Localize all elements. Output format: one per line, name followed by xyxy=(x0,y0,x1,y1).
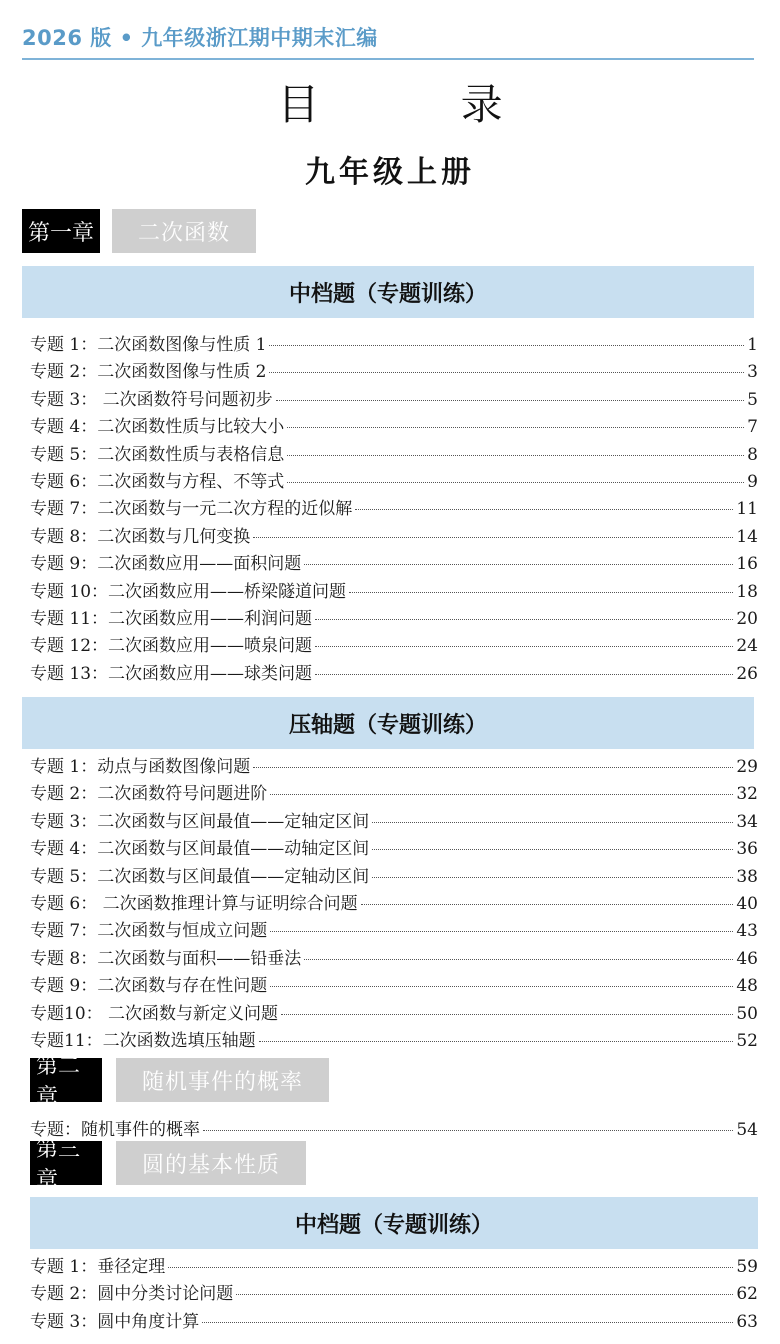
toc-entry-page: 3 xyxy=(747,362,758,383)
header-rule xyxy=(22,58,754,60)
toc-entry-label: 专题：随机事件的概率 xyxy=(30,1120,200,1140)
toc-entry[interactable] xyxy=(30,604,758,631)
toc-entry-label: 专题 4：二次函数与区间最值——动轴定区间 xyxy=(30,839,370,860)
toc-entry-page: 5 xyxy=(747,389,758,410)
chapter-name: 二次函数 xyxy=(112,209,256,253)
dot-leader xyxy=(202,1322,733,1323)
toc-entry-label: 专题 8：二次函数与几何变换 xyxy=(30,526,251,547)
toc-entry-label: 专题 12：二次函数应用——喷泉问题 xyxy=(30,636,313,657)
toc-entry[interactable] xyxy=(30,779,758,806)
toc-entry-label: 专题 10：二次函数应用——桥梁隧道问题 xyxy=(30,581,347,602)
section-heading: 中档题（专题训练） xyxy=(22,266,754,318)
toc-entry-page: 11 xyxy=(736,499,758,520)
toc-entry-page: 40 xyxy=(736,893,758,914)
toc-entry-page: 54 xyxy=(736,1120,758,1140)
toc-entry[interactable] xyxy=(30,834,758,861)
toc-entry-label: 专题 3： 二次函数符号问题初步 xyxy=(30,389,273,410)
dot-leader xyxy=(315,619,733,620)
dot-leader xyxy=(269,372,744,373)
toc-list xyxy=(30,752,758,1053)
toc-entry-page: 63 xyxy=(736,1311,758,1332)
toc-entry-label: 专题 5：二次函数与区间最值——定轴动区间 xyxy=(30,866,370,887)
dot-leader xyxy=(372,849,733,850)
toc-entry-page: 62 xyxy=(736,1284,758,1305)
toc-entry-label: 专题 1：垂径定理 xyxy=(30,1257,166,1277)
dot-leader xyxy=(270,931,733,932)
toc-entry[interactable] xyxy=(30,807,758,834)
toc-entry-label: 专题 1：二次函数图像与性质 1 xyxy=(30,335,267,355)
toc-entry[interactable] xyxy=(30,385,758,412)
dot-leader xyxy=(304,564,733,565)
toc-entry-page: 36 xyxy=(736,839,758,860)
toc-entry[interactable] xyxy=(30,1279,758,1306)
toc-entry[interactable] xyxy=(30,1252,758,1279)
toc-entry-label: 专题 4：二次函数性质与比较大小 xyxy=(30,417,285,438)
chapter-number: 第三章 xyxy=(30,1141,102,1185)
toc-entry-page: 34 xyxy=(736,811,758,832)
toc-entry-page: 14 xyxy=(736,526,758,547)
volume-title: 九年级上册 xyxy=(305,155,475,190)
toc-entry-label: 专题 1：动点与函数图像问题 xyxy=(30,757,251,777)
toc-entry-page: 38 xyxy=(736,866,758,887)
toc-entry[interactable] xyxy=(30,1115,758,1142)
chapter-name: 随机事件的概率 xyxy=(116,1058,329,1102)
dot-leader xyxy=(236,1294,733,1295)
toc-entry[interactable] xyxy=(30,999,758,1026)
toc-entry[interactable] xyxy=(30,659,758,686)
toc-entry[interactable] xyxy=(30,631,758,658)
toc-list xyxy=(30,1115,758,1142)
toc-entry-label: 专题11：二次函数选填压轴题 xyxy=(30,1030,256,1051)
toc-entry-label: 专题 2：圆中分类讨论问题 xyxy=(30,1284,234,1305)
toc-entry-label: 专题10： 二次函数与新定义问题 xyxy=(30,1003,279,1024)
dot-leader xyxy=(270,986,733,987)
dot-leader xyxy=(315,646,733,647)
toc-entry[interactable] xyxy=(30,752,758,779)
toc-entry-label: 专题 3：圆中角度计算 xyxy=(30,1311,200,1332)
toc-entry-page: 9 xyxy=(747,471,758,492)
dot-leader xyxy=(287,427,744,428)
dot-leader xyxy=(269,345,744,346)
section-heading: 压轴题（专题训练） xyxy=(22,697,754,749)
toc-entry-label: 专题 7：二次函数与一元二次方程的近似解 xyxy=(30,499,353,520)
toc-entry-label: 专题 6：二次函数与方程、不等式 xyxy=(30,471,285,492)
toc-entry-label: 专题 13：二次函数应用——球类问题 xyxy=(30,663,313,684)
toc-entry[interactable] xyxy=(30,862,758,889)
toc-entry-page: 20 xyxy=(736,608,758,629)
toc-entry-page: 52 xyxy=(736,1030,758,1051)
dot-leader xyxy=(287,482,744,483)
chapter-number: 第一章 xyxy=(22,209,100,253)
toc-entry[interactable] xyxy=(30,971,758,998)
dot-leader xyxy=(304,959,733,960)
toc-entry-page: 46 xyxy=(736,948,758,969)
toc-entry[interactable] xyxy=(30,549,758,576)
toc-entry-page: 48 xyxy=(736,976,758,997)
toc-entry-label: 专题 9：二次函数应用——面积问题 xyxy=(30,554,302,575)
toc-entry-label: 专题 2：二次函数图像与性质 2 xyxy=(30,362,267,383)
toc-list xyxy=(30,330,758,686)
dot-leader xyxy=(361,904,734,905)
dot-leader xyxy=(287,455,744,456)
dot-leader xyxy=(355,509,733,510)
toc-entry[interactable] xyxy=(30,916,758,943)
toc-entry-page: 26 xyxy=(736,663,758,684)
toc-entry[interactable] xyxy=(30,330,758,357)
toc-entry-label: 专题 9：二次函数与存在性问题 xyxy=(30,976,268,997)
toc-entry[interactable] xyxy=(30,577,758,604)
toc-entry-label: 专题 5：二次函数性质与表格信息 xyxy=(30,444,285,465)
toc-entry[interactable] xyxy=(30,412,758,439)
chapter-3-header xyxy=(30,1137,306,1193)
toc-entry[interactable] xyxy=(30,944,758,971)
page-title: 目 录 xyxy=(277,80,567,129)
toc-entry[interactable] xyxy=(30,1026,758,1053)
toc-entry[interactable] xyxy=(30,467,758,494)
chapter-2-header xyxy=(30,1054,329,1110)
toc-entry[interactable] xyxy=(30,1307,758,1334)
toc-entry-label: 专题 11：二次函数应用——利润问题 xyxy=(30,608,313,629)
toc-entry-label: 专题 2：二次函数符号问题进阶 xyxy=(30,784,268,805)
dot-leader xyxy=(372,877,733,878)
toc-entry-page: 1 xyxy=(747,335,758,355)
toc-entry-label: 专题 6： 二次函数推理计算与证明综合问题 xyxy=(30,893,358,914)
dot-leader xyxy=(259,1041,734,1042)
dot-leader xyxy=(253,537,733,538)
dot-leader xyxy=(276,400,745,401)
dot-leader xyxy=(349,592,733,593)
toc-entry-page: 43 xyxy=(736,921,758,942)
dot-leader xyxy=(253,767,733,768)
chapter-number: 第二章 xyxy=(30,1058,102,1102)
toc-entry-page: 32 xyxy=(736,784,758,805)
toc-entry-label: 专题 3：二次函数与区间最值——定轴定区间 xyxy=(30,811,370,832)
toc-entry[interactable] xyxy=(30,889,758,916)
toc-entry-page: 29 xyxy=(736,757,758,777)
dot-leader xyxy=(203,1130,733,1131)
toc-entry-label: 专题 7：二次函数与恒成立问题 xyxy=(30,921,268,942)
chapter-name: 圆的基本性质 xyxy=(116,1141,306,1185)
toc-entry-label: 专题 8：二次函数与面积——铅垂法 xyxy=(30,948,302,969)
toc-entry[interactable] xyxy=(30,357,758,384)
toc-entry-page: 7 xyxy=(747,417,758,438)
dot-leader xyxy=(372,822,733,823)
dot-leader xyxy=(281,1014,733,1015)
toc-entry-page: 18 xyxy=(736,581,758,602)
toc-entry[interactable] xyxy=(30,522,758,549)
section-heading: 中档题（专题训练） xyxy=(30,1197,758,1249)
toc-entry[interactable] xyxy=(30,494,758,521)
toc-entry[interactable] xyxy=(30,440,758,467)
running-head: 2026 版 • 九年级浙江期中期末汇编 xyxy=(22,26,378,50)
dot-leader xyxy=(270,794,733,795)
toc-entry-page: 16 xyxy=(736,554,758,575)
toc-entry-page: 59 xyxy=(736,1257,758,1277)
dot-leader xyxy=(315,674,733,675)
chapter-1-header xyxy=(22,209,256,253)
toc-entry-page: 50 xyxy=(736,1003,758,1024)
toc-entry-page: 24 xyxy=(736,636,758,657)
toc-entry-page: 8 xyxy=(747,444,758,465)
toc-list xyxy=(30,1252,758,1334)
dot-leader xyxy=(168,1267,733,1268)
